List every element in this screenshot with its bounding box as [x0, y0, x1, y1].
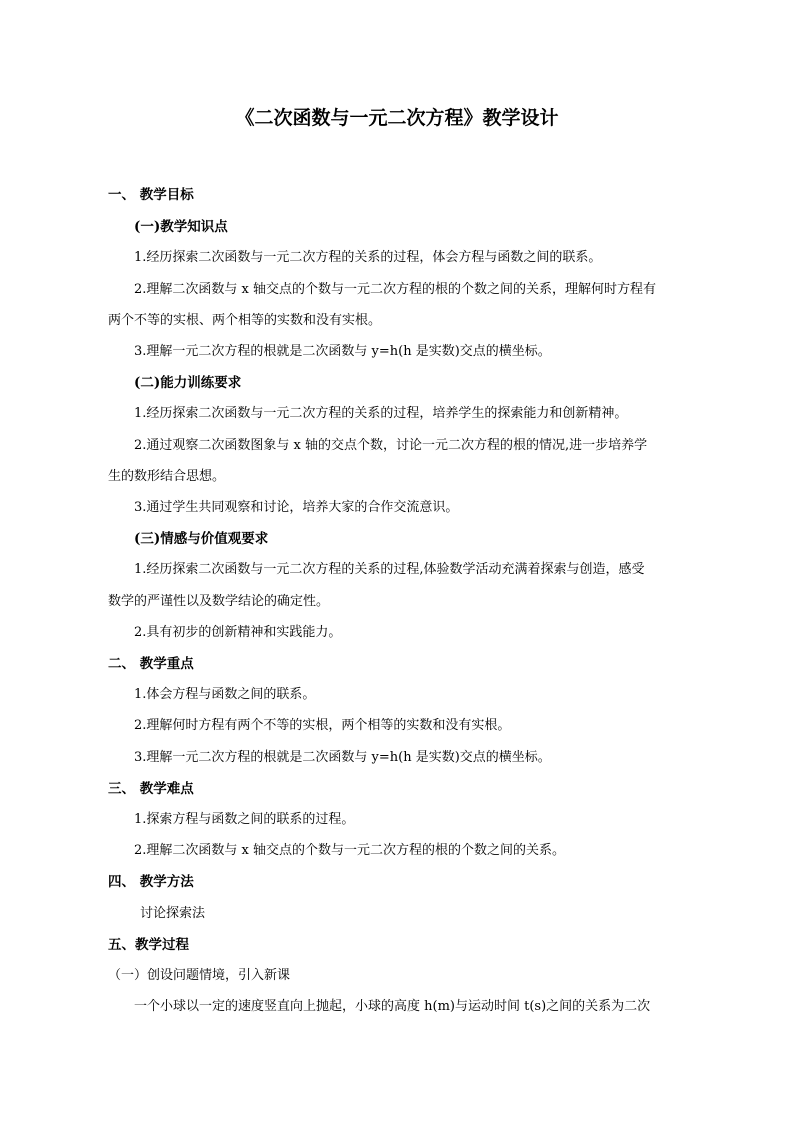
paragraph-continuation: 两个不等的实根、两个相等的实数和没有实根。 — [108, 313, 382, 328]
paragraph: 讨论探索法 — [140, 906, 206, 921]
paragraph: 3.理解一元二次方程的根就是二次函数与 y=h(h 是实数)交点的横坐标。 — [134, 344, 551, 359]
paragraph: 2.具有初步的创新精神和实践能力。 — [134, 625, 342, 640]
paragraph: 3.理解一元二次方程的根就是二次函数与 y=h(h 是实数)交点的横坐标。 — [134, 750, 551, 765]
paragraph: 1.经历探索二次函数与一元二次方程的关系的过程，培养学生的探索能力和创新精神。 — [134, 406, 628, 421]
paragraph: 2.理解二次函数与 x 轴交点的个数与一元二次方程的根的个数之间的关系，理解何时方程有 — [134, 282, 657, 297]
paragraph: 1.经历探索二次函数与一元二次方程的关系的过程,体验数学活动充满着探索与创造，感受 — [134, 562, 645, 577]
paragraph: 2.通过观察二次函数图象与 x 轴的交点个数，讨论一元二次方程的根的情况,进一步培养学 — [134, 438, 648, 453]
section-heading-key-points: 二、 教学重点 — [108, 656, 194, 672]
paragraph: 2.理解二次函数与 x 轴交点的个数与一元二次方程的根的个数之间的关系。 — [134, 843, 565, 858]
paragraph: 1.体会方程与函数之间的联系。 — [134, 687, 316, 702]
paragraph-continuation: 数学的严谨性以及数学结论的确定性。 — [108, 594, 330, 609]
subheading-ability-requirements: (二)能力训练要求 — [134, 375, 242, 391]
subheading-create-situation: （一）创设问题情境，引入新课 — [108, 968, 291, 983]
section-heading-methods: 四、 教学方法 — [108, 874, 194, 890]
paragraph: 3.通过学生共同观察和讨论，培养大家的合作交流意识。 — [134, 500, 459, 515]
section-heading-difficulties: 三、 教学难点 — [108, 781, 194, 797]
paragraph: 1.经历探索二次函数与一元二次方程的关系的过程，体会方程与函数之间的联系。 — [134, 250, 602, 265]
subheading-knowledge-points: (一)教学知识点 — [134, 219, 228, 235]
paragraph-continuation: 生的数形结合思想。 — [108, 469, 226, 484]
paragraph: 2.理解何时方程有两个不等的实根，两个相等的实数和没有实根。 — [134, 718, 511, 733]
section-heading-process: 五、教学过程 — [108, 937, 189, 953]
section-heading-objectives: 一、 教学目标 — [108, 187, 194, 203]
paragraph: 一个小球以一定的速度竖直向上抛起，小球的高度 h(m)与运动时间 t(s)之间的关系为二次 — [134, 999, 651, 1014]
document-title: 《二次函数与一元二次方程》教学设计 — [235, 107, 559, 129]
paragraph: 1.探索方程与函数之间的联系的过程。 — [134, 812, 355, 827]
subheading-emotion-values: (三)情感与价值观要求 — [134, 531, 269, 547]
